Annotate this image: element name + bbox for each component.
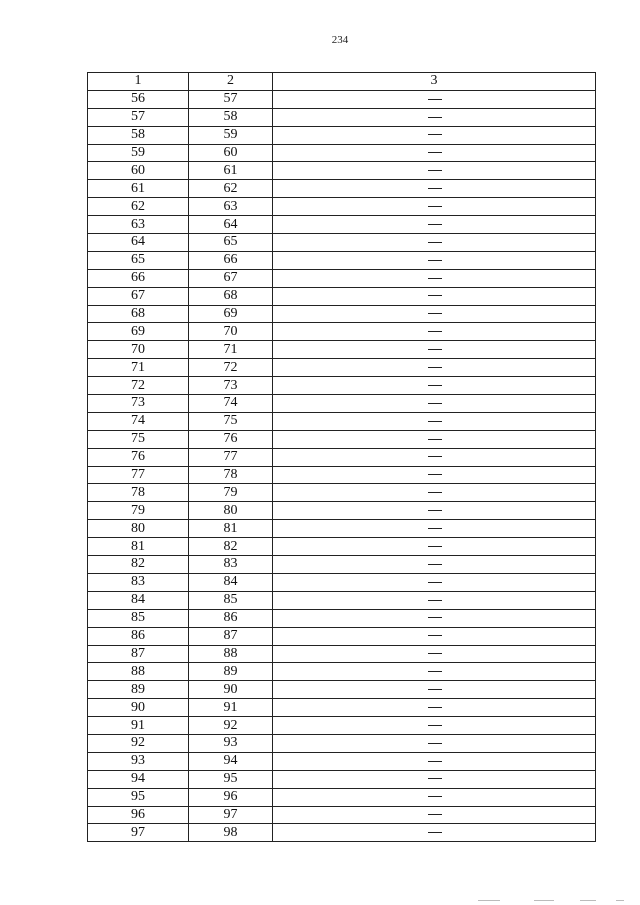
- table-row: [88, 770, 596, 788]
- table-row: [88, 734, 596, 752]
- cell-col-2: 57: [189, 90, 273, 108]
- column-header-3: 3: [273, 73, 596, 91]
- cell-col-2: 90: [189, 681, 273, 699]
- table-row: [88, 627, 596, 645]
- cell-col-3-dash: [273, 627, 596, 645]
- table-row: [88, 430, 596, 448]
- cell-col-2: 65: [189, 234, 273, 252]
- table-body: [88, 90, 596, 841]
- dash-mark: [428, 635, 442, 636]
- cell-col-1: 74: [88, 412, 189, 430]
- dash-mark: [428, 242, 442, 243]
- cell-col-1: 81: [88, 538, 189, 556]
- cell-col-3-dash: [273, 305, 596, 323]
- table-row: [88, 645, 596, 663]
- cell-col-1: 80: [88, 520, 189, 538]
- column-header-2: 2: [189, 73, 273, 91]
- cell-col-1: 58: [88, 126, 189, 144]
- cell-col-1: 57: [88, 108, 189, 126]
- cell-col-2: 66: [189, 251, 273, 269]
- cell-col-3-dash: [273, 359, 596, 377]
- cell-col-1: 64: [88, 234, 189, 252]
- dash-mark: [428, 152, 442, 153]
- table-row: [88, 90, 596, 108]
- cell-col-1: 65: [88, 251, 189, 269]
- table-row: [88, 287, 596, 305]
- cell-col-3-dash: [273, 377, 596, 395]
- cell-col-2: 95: [189, 770, 273, 788]
- table-row: [88, 305, 596, 323]
- table-row: [88, 573, 596, 591]
- dash-mark: [428, 385, 442, 386]
- table-row: [88, 377, 596, 395]
- table-row: [88, 251, 596, 269]
- dash-mark: [428, 528, 442, 529]
- cell-col-2: 82: [189, 538, 273, 556]
- table-row: [88, 609, 596, 627]
- table-row: [88, 538, 596, 556]
- dash-mark: [428, 653, 442, 654]
- dash-mark: [428, 313, 442, 314]
- cell-col-2: 96: [189, 788, 273, 806]
- table-row: [88, 180, 596, 198]
- table-row: [88, 234, 596, 252]
- table-row: [88, 591, 596, 609]
- cell-col-3-dash: [273, 645, 596, 663]
- cell-col-1: 66: [88, 269, 189, 287]
- cell-col-3-dash: [273, 251, 596, 269]
- cell-col-2: 89: [189, 663, 273, 681]
- dash-mark: [428, 814, 442, 815]
- cell-col-1: 63: [88, 216, 189, 234]
- cell-col-3-dash: [273, 234, 596, 252]
- table-row: [88, 520, 596, 538]
- cell-col-3-dash: [273, 752, 596, 770]
- cell-col-2: 97: [189, 806, 273, 824]
- cell-col-1: 72: [88, 377, 189, 395]
- cell-col-1: 75: [88, 430, 189, 448]
- cell-col-2: 76: [189, 430, 273, 448]
- cell-col-2: 83: [189, 556, 273, 574]
- cell-col-2: 81: [189, 520, 273, 538]
- cell-col-1: 85: [88, 609, 189, 627]
- table-row: [88, 824, 596, 842]
- dash-mark: [428, 224, 442, 225]
- cell-col-3-dash: [273, 162, 596, 180]
- table-row: [88, 788, 596, 806]
- cell-col-1: 96: [88, 806, 189, 824]
- cell-col-2: 62: [189, 180, 273, 198]
- cell-col-3-dash: [273, 126, 596, 144]
- cell-col-1: 84: [88, 591, 189, 609]
- table-row: [88, 323, 596, 341]
- cell-col-1: 73: [88, 395, 189, 413]
- cell-col-1: 92: [88, 734, 189, 752]
- table-row: [88, 144, 596, 162]
- cell-col-1: 59: [88, 144, 189, 162]
- cell-col-3-dash: [273, 395, 596, 413]
- column-header-1: 1: [88, 73, 189, 91]
- cell-col-1: 90: [88, 699, 189, 717]
- dash-mark: [428, 188, 442, 189]
- dash-mark: [428, 117, 442, 118]
- cell-col-2: 72: [189, 359, 273, 377]
- cell-col-2: 94: [189, 752, 273, 770]
- cell-col-2: 80: [189, 502, 273, 520]
- table-row: [88, 806, 596, 824]
- cell-col-1: 97: [88, 824, 189, 842]
- cell-col-3-dash: [273, 466, 596, 484]
- table-row: [88, 699, 596, 717]
- cell-col-2: 84: [189, 573, 273, 591]
- cell-col-3-dash: [273, 806, 596, 824]
- cell-col-2: 63: [189, 198, 273, 216]
- cell-col-2: 87: [189, 627, 273, 645]
- cell-col-2: 71: [189, 341, 273, 359]
- cell-col-1: 62: [88, 198, 189, 216]
- cell-col-1: 60: [88, 162, 189, 180]
- cell-col-3-dash: [273, 430, 596, 448]
- table-row: [88, 395, 596, 413]
- cell-col-1: 91: [88, 717, 189, 735]
- data-table: [87, 72, 596, 842]
- table-row: [88, 108, 596, 126]
- cell-col-1: 76: [88, 448, 189, 466]
- cell-col-3-dash: [273, 520, 596, 538]
- dash-mark: [428, 510, 442, 511]
- cell-col-3-dash: [273, 448, 596, 466]
- page-number: 234: [331, 34, 349, 46]
- table-row: [88, 448, 596, 466]
- dash-mark: [428, 778, 442, 779]
- table-row: [88, 341, 596, 359]
- cell-col-2: 85: [189, 591, 273, 609]
- cell-col-2: 92: [189, 717, 273, 735]
- cell-col-2: 77: [189, 448, 273, 466]
- dash-mark: [428, 564, 442, 565]
- cell-col-3-dash: [273, 180, 596, 198]
- cell-col-2: 69: [189, 305, 273, 323]
- table-row: [88, 412, 596, 430]
- dash-mark: [428, 582, 442, 583]
- cell-col-2: 75: [189, 412, 273, 430]
- cell-col-3-dash: [273, 663, 596, 681]
- cell-col-3-dash: [273, 681, 596, 699]
- cell-col-3-dash: [273, 824, 596, 842]
- cell-col-3-dash: [273, 90, 596, 108]
- cell-col-1: 56: [88, 90, 189, 108]
- cell-col-2: 58: [189, 108, 273, 126]
- cell-col-2: 93: [189, 734, 273, 752]
- cell-col-1: 61: [88, 180, 189, 198]
- cell-col-2: 64: [189, 216, 273, 234]
- table-row: [88, 752, 596, 770]
- cell-col-1: 79: [88, 502, 189, 520]
- cell-col-1: 93: [88, 752, 189, 770]
- dash-mark: [428, 367, 442, 368]
- dash-mark: [428, 743, 442, 744]
- cell-col-1: 89: [88, 681, 189, 699]
- cell-col-2: 74: [189, 395, 273, 413]
- cell-col-1: 83: [88, 573, 189, 591]
- cell-col-2: 60: [189, 144, 273, 162]
- cell-col-3-dash: [273, 591, 596, 609]
- cell-col-2: 86: [189, 609, 273, 627]
- cell-col-3-dash: [273, 484, 596, 502]
- cell-col-2: 78: [189, 466, 273, 484]
- dash-mark: [428, 278, 442, 279]
- cell-col-1: 70: [88, 341, 189, 359]
- cell-col-2: 61: [189, 162, 273, 180]
- cell-col-3-dash: [273, 556, 596, 574]
- cell-col-1: 82: [88, 556, 189, 574]
- dash-mark: [428, 546, 442, 547]
- table-row: [88, 198, 596, 216]
- cell-col-3-dash: [273, 573, 596, 591]
- cell-col-1: 67: [88, 287, 189, 305]
- dash-mark: [428, 600, 442, 601]
- cell-col-1: 86: [88, 627, 189, 645]
- dash-mark: [428, 260, 442, 261]
- table-row: [88, 466, 596, 484]
- cell-col-3-dash: [273, 412, 596, 430]
- dash-mark: [428, 617, 442, 618]
- dash-mark: [428, 206, 442, 207]
- cell-col-3-dash: [273, 770, 596, 788]
- cell-col-3-dash: [273, 216, 596, 234]
- scan-edge-marks: [478, 897, 628, 903]
- dash-mark: [428, 725, 442, 726]
- table-row: [88, 484, 596, 502]
- dash-mark: [428, 99, 442, 100]
- cell-col-2: 67: [189, 269, 273, 287]
- table-row: [88, 162, 596, 180]
- cell-col-1: 94: [88, 770, 189, 788]
- cell-col-1: 78: [88, 484, 189, 502]
- dash-mark: [428, 439, 442, 440]
- cell-col-2: 91: [189, 699, 273, 717]
- cell-col-1: 95: [88, 788, 189, 806]
- dash-mark: [428, 456, 442, 457]
- dash-mark: [428, 349, 442, 350]
- cell-col-3-dash: [273, 734, 596, 752]
- cell-col-1: 69: [88, 323, 189, 341]
- table-row: [88, 681, 596, 699]
- table-row: [88, 126, 596, 144]
- cell-col-1: 77: [88, 466, 189, 484]
- cell-col-1: 68: [88, 305, 189, 323]
- cell-col-3-dash: [273, 538, 596, 556]
- cell-col-3-dash: [273, 788, 596, 806]
- cell-col-3-dash: [273, 144, 596, 162]
- dash-mark: [428, 331, 442, 332]
- dash-mark: [428, 134, 442, 135]
- table-row: [88, 556, 596, 574]
- cell-col-2: 79: [189, 484, 273, 502]
- dash-mark: [428, 671, 442, 672]
- cell-col-2: 70: [189, 323, 273, 341]
- cell-col-3-dash: [273, 717, 596, 735]
- table-row: [88, 502, 596, 520]
- dash-mark: [428, 474, 442, 475]
- table-row: [88, 717, 596, 735]
- dash-mark: [428, 295, 442, 296]
- dash-mark: [428, 421, 442, 422]
- table-row: [88, 663, 596, 681]
- table-row: [88, 216, 596, 234]
- cell-col-2: 98: [189, 824, 273, 842]
- dash-mark: [428, 761, 442, 762]
- cell-col-2: 59: [189, 126, 273, 144]
- cell-col-1: 87: [88, 645, 189, 663]
- dash-mark: [428, 832, 442, 833]
- table-header-row: [88, 73, 596, 91]
- dash-mark: [428, 403, 442, 404]
- cell-col-1: 71: [88, 359, 189, 377]
- dash-mark: [428, 492, 442, 493]
- cell-col-3-dash: [273, 269, 596, 287]
- dash-mark: [428, 707, 442, 708]
- cell-col-2: 88: [189, 645, 273, 663]
- dash-mark: [428, 689, 442, 690]
- cell-col-3-dash: [273, 502, 596, 520]
- cell-col-2: 68: [189, 287, 273, 305]
- cell-col-3-dash: [273, 287, 596, 305]
- cell-col-3-dash: [273, 341, 596, 359]
- cell-col-2: 73: [189, 377, 273, 395]
- dash-mark: [428, 796, 442, 797]
- cell-col-1: 88: [88, 663, 189, 681]
- table-row: [88, 269, 596, 287]
- cell-col-3-dash: [273, 108, 596, 126]
- cell-col-3-dash: [273, 699, 596, 717]
- table-row: [88, 359, 596, 377]
- dash-mark: [428, 170, 442, 171]
- cell-col-3-dash: [273, 323, 596, 341]
- cell-col-3-dash: [273, 198, 596, 216]
- cell-col-3-dash: [273, 609, 596, 627]
